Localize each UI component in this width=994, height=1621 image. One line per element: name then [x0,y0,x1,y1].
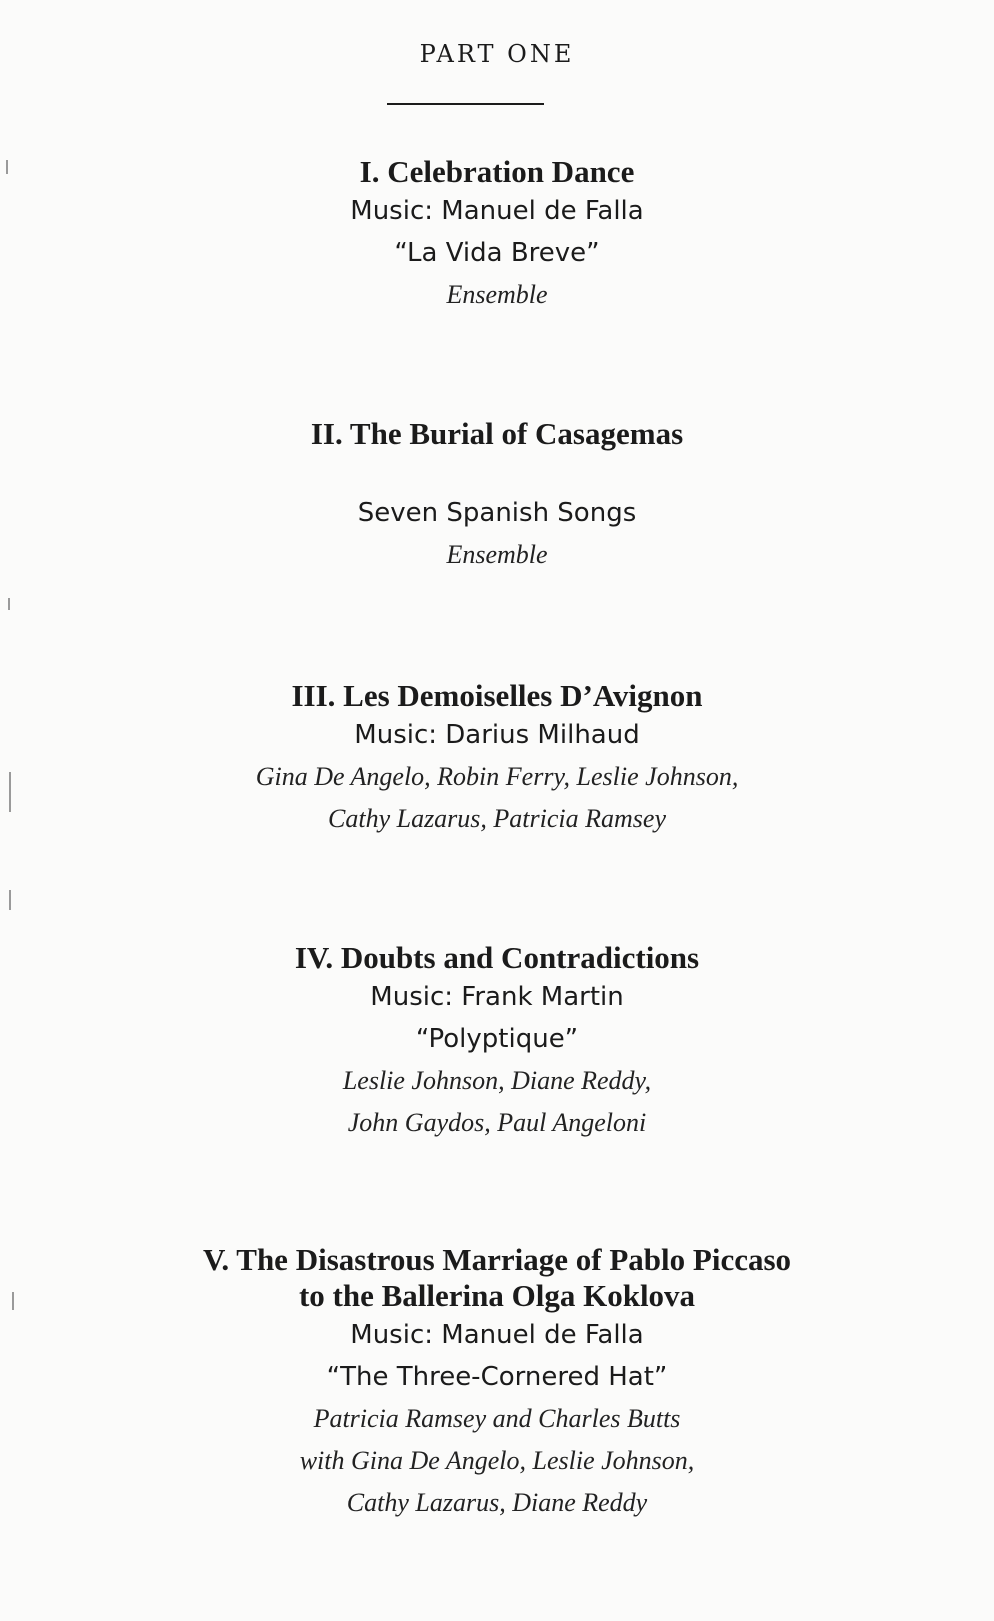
piece-title: I. Celebration Dance [359,154,635,189]
piece-title: II. The Burial of Casagemas [310,416,684,451]
performer-line: Ensemble [446,280,548,309]
spacer [0,452,994,492]
music-credit: Music: Darius Milhaud [354,720,640,750]
performer-line: John Gaydos, Paul Angeloni [347,1108,647,1137]
performer-line: Gina De Angelo, Robin Ferry, Leslie Johnson, [255,762,739,791]
piece-1 [0,154,994,316]
music-credit: Music: Frank Martin [370,982,624,1012]
work-subtitle: “The Three-Cornered Hat” [326,1362,668,1392]
piece-5 [0,1242,994,1524]
piece-title: III. Les Demoiselles D’Avignon [291,678,703,713]
performer-line: Cathy Lazarus, Patricia Ramsey [328,804,666,833]
piece-title: IV. Doubts and Contradictions [294,940,700,975]
performer-line: Ensemble [446,540,548,569]
piece-4 [0,940,994,1144]
music-credit: Music: Manuel de Falla [350,196,644,226]
performer-line: with Gina De Angelo, Leslie Johnson, [299,1446,695,1475]
work-subtitle: “La Vida Breve” [394,238,600,268]
performer-line: Patricia Ramsey and Charles Butts [313,1404,681,1433]
piece-title-line: V. The Disastrous Marriage of Pablo Piccaso [202,1242,792,1277]
performer-line: Cathy Lazarus, Diane Reddy [346,1488,648,1517]
music-credit: Music: Manuel de Falla [350,1320,644,1350]
piece-3 [0,678,994,840]
piece-2 [0,416,994,576]
work-subtitle: “Polyptique” [415,1024,579,1054]
work-subtitle: Seven Spanish Songs [357,498,637,528]
piece-title-line: to the Ballerina Olga Koklova [298,1278,696,1313]
heading-rule [387,103,544,105]
performer-line: Leslie Johnson, Diane Reddy, [342,1066,652,1095]
part-heading: PART ONE [419,40,575,68]
